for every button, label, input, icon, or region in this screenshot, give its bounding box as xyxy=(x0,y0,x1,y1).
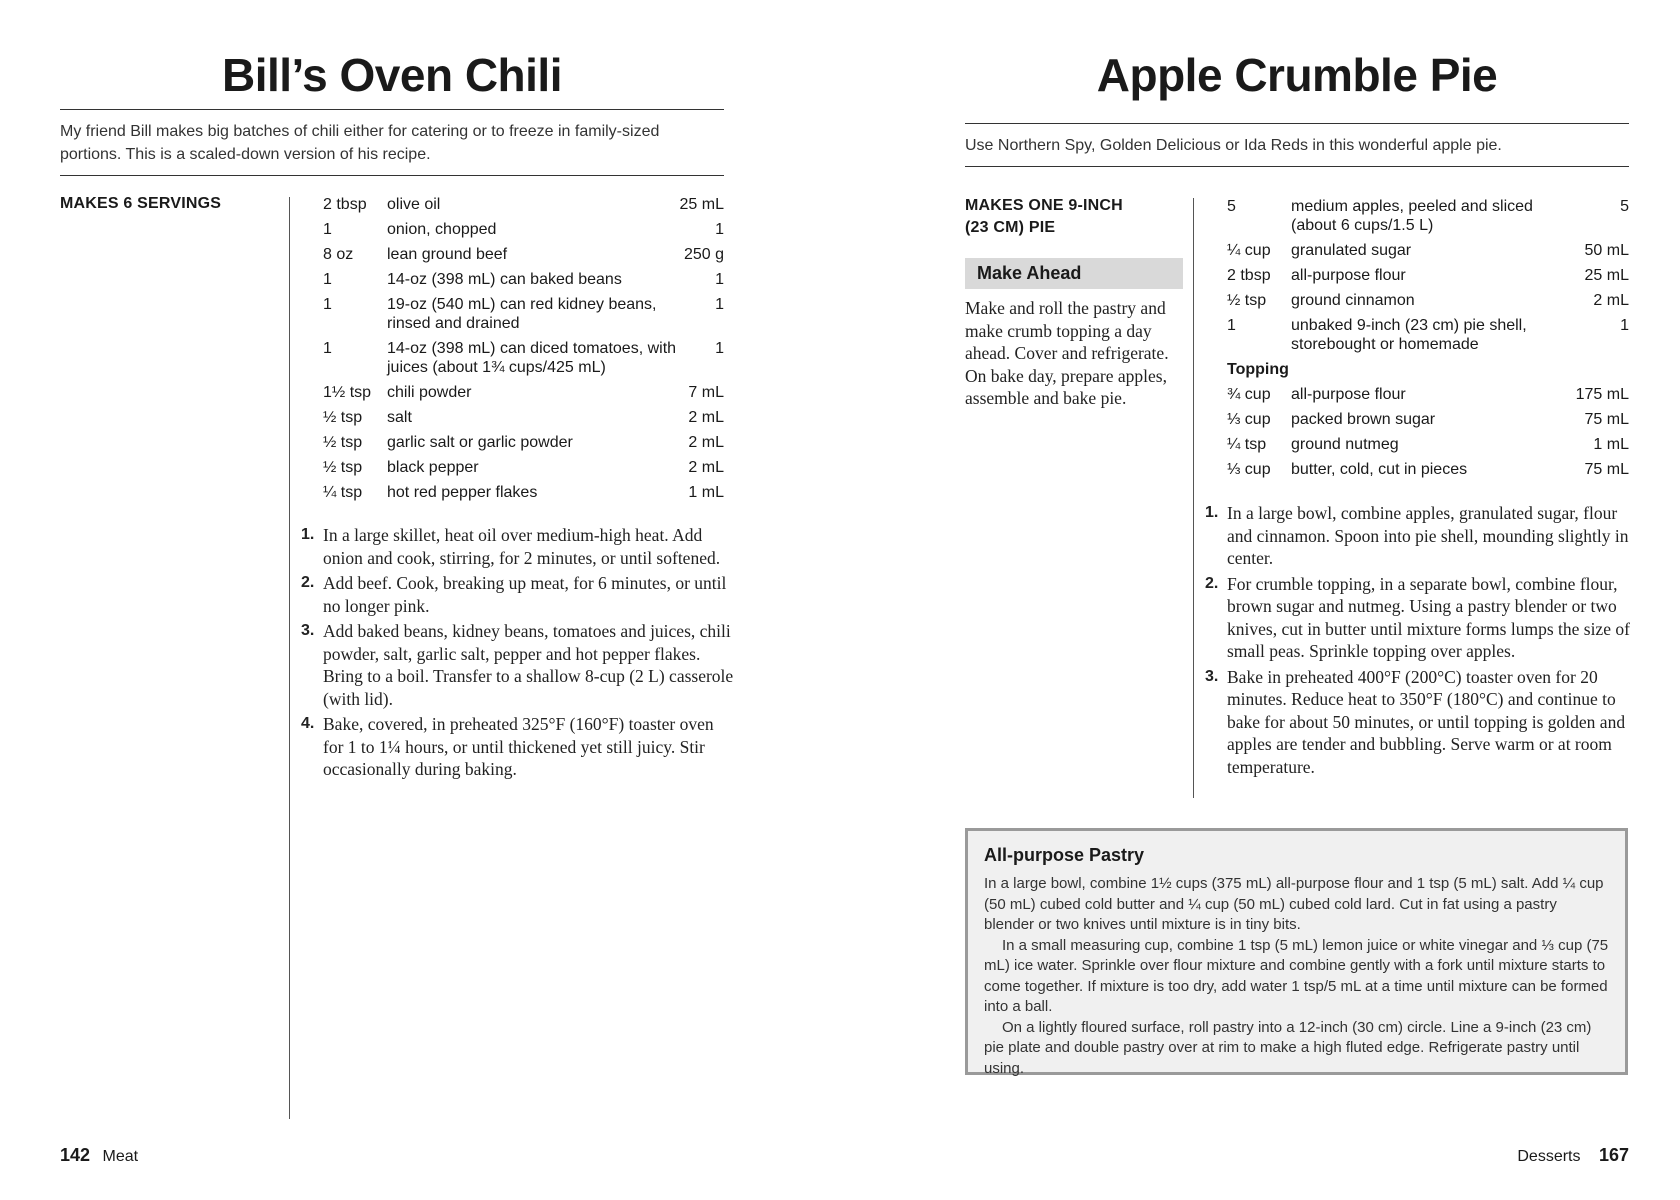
ingredient-name: lean ground beef xyxy=(387,246,508,263)
ingredient-row xyxy=(323,195,724,220)
ingredient-quantity: ½ tsp xyxy=(323,409,363,426)
step-text: Bake in preheated 400°F (200°C) toaster oven for 20 minutes. Reduce heat to 350°F (180°C) and continue to bake for about 50 minutes, or until topping is golden and apples are tender and bubbling. Serve warm or at room temperature. xyxy=(1227,666,1626,777)
step-number: 1. xyxy=(301,526,315,543)
ingredient-quantity: 1 xyxy=(323,221,332,238)
ingredient-quantity: ¼ tsp xyxy=(323,484,363,501)
ingredient-name: black pepper xyxy=(387,459,479,476)
section-name: Desserts xyxy=(1517,1148,1581,1165)
page-footer xyxy=(1517,1145,1629,1167)
method-step xyxy=(301,620,737,710)
ingredient-quantity: 8 oz xyxy=(323,246,354,263)
left-page xyxy=(60,0,734,1200)
ingredient-quantity: 1 xyxy=(323,296,332,313)
step-number: 4. xyxy=(301,715,315,732)
intro-rule xyxy=(60,175,724,176)
step-number: 1. xyxy=(1205,504,1219,521)
ingredient-row xyxy=(323,383,724,408)
column-divider xyxy=(289,197,290,1119)
recipe-title: Apple Crumble Pie xyxy=(1096,49,1498,101)
ingredient-metric: 1 mL xyxy=(688,484,724,501)
ingredient-row xyxy=(323,295,724,339)
intro-rule xyxy=(965,166,1629,167)
ingredient-name: chili powder xyxy=(387,384,472,401)
ingredient-row xyxy=(1227,385,1629,410)
ingredient-metric: 175 mL xyxy=(1575,386,1629,403)
page-footer xyxy=(60,1145,138,1167)
method-steps xyxy=(301,524,737,784)
make-ahead-heading: Make Ahead xyxy=(965,258,1183,289)
step-number: 2. xyxy=(1205,574,1219,592)
ingredient-metric: 75 mL xyxy=(1584,461,1629,478)
ingredient-metric: 1 xyxy=(715,340,724,357)
pastry-sidebar xyxy=(965,828,1628,1075)
ingredient-name: granulated sugar xyxy=(1291,242,1412,259)
ingredient-metric: 1 mL xyxy=(1593,436,1629,453)
ingredient-quantity: ¾ cup xyxy=(1227,386,1271,403)
ingredient-metric: 1 xyxy=(1620,317,1629,334)
ingredient-name: 19-oz (540 mL) can red kidney beans, rinsed and drained xyxy=(387,296,657,332)
ingredient-quantity: 2 tbsp xyxy=(323,196,367,213)
ingredient-row xyxy=(323,433,724,458)
ingredient-metric: 25 mL xyxy=(679,196,724,213)
step-number: 2. xyxy=(301,574,315,591)
ingredient-quantity: ½ tsp xyxy=(323,459,363,476)
yield-label: MAKES 6 SERVINGS xyxy=(60,195,222,212)
step-number: 3. xyxy=(1205,667,1219,685)
ingredient-row xyxy=(323,270,724,295)
method-step xyxy=(1205,502,1635,570)
step-text: Add beef. Cook, breaking up meat, for 6 minutes, or until no longer pink. xyxy=(323,573,727,616)
ingredient-row xyxy=(1227,435,1629,460)
ingredient-name: garlic salt or garlic powder xyxy=(387,434,573,451)
ingredient-row xyxy=(1227,197,1629,241)
ingredient-quantity: 1 xyxy=(323,271,332,288)
step-text: In a large bowl, combine apples, granulated sugar, flour and cinnamon. Spoon into pie shell, mounding slightly in center. xyxy=(1227,503,1629,568)
ingredient-metric: 2 mL xyxy=(1593,292,1629,309)
ingredient-row xyxy=(323,408,724,433)
method-step xyxy=(301,572,737,617)
ingredient-quantity: 1 xyxy=(323,340,332,357)
ingredient-row xyxy=(323,458,724,483)
topping-subheading: Topping xyxy=(1227,361,1289,378)
ingredient-name: salt xyxy=(387,409,412,426)
pastry-paragraph: In a large bowl, combine 1½ cups (375 mL) all-purpose flour and 1 tsp (5 mL) salt. Add ¼ cup (50 mL) cubed cold butter and ¼ cup (50 mL) cubed cold lard. Cut in fat using a pastry blender or two knives until mixture is in tiny bits. xyxy=(984,875,1604,933)
ingredient-name: olive oil xyxy=(387,196,441,213)
ingredient-name: medium apples, peeled and sliced (about 6 cups/1.5 L) xyxy=(1291,198,1533,234)
ingredient-metric: 1 xyxy=(715,296,724,313)
ingredient-row xyxy=(1227,291,1629,316)
yield-line-1: MAKES ONE 9-INCH xyxy=(965,197,1123,214)
ingredient-metric: 75 mL xyxy=(1584,411,1629,428)
pastry-title: All-purpose Pastry xyxy=(984,845,1145,865)
right-page xyxy=(965,0,1629,1200)
section-name: Meat xyxy=(102,1148,139,1165)
ingredient-metric: 2 mL xyxy=(688,459,724,476)
ingredient-metric: 25 mL xyxy=(1584,267,1629,284)
ingredient-metric: 250 g xyxy=(683,246,724,263)
method-step xyxy=(301,713,737,781)
ingredient-name: ground cinnamon xyxy=(1291,292,1415,309)
ingredient-quantity: 2 tbsp xyxy=(1227,267,1271,284)
ingredient-row xyxy=(1227,410,1629,435)
ingredient-name: butter, cold, cut in pieces xyxy=(1291,461,1468,478)
ingredient-quantity: 1 xyxy=(1227,317,1236,334)
ingredient-row xyxy=(323,220,724,245)
ingredient-name: unbaked 9-inch (23 cm) pie shell, storebought or homemade xyxy=(1291,317,1527,353)
method-steps xyxy=(1205,502,1635,781)
step-number: 3. xyxy=(301,622,315,639)
step-text: For crumble topping, in a separate bowl, combine flour, brown sugar and nutmeg. Using a pastry blender or two knives, cut in butter until mixture forms lumps the size of small peas. Sprinkle topping over apples. xyxy=(1227,573,1630,661)
ingredient-name: onion, chopped xyxy=(387,221,497,238)
yield-line-2: (23 CM) PIE xyxy=(965,219,1056,236)
ingredient-list xyxy=(323,195,724,508)
ingredient-row xyxy=(323,339,724,383)
recipe-title: Bill’s Oven Chili xyxy=(222,49,562,101)
make-ahead-text: Make and roll the pastry and make crumb topping a day ahead. Cover and refrigerate. On bake day, prepare apples, assemble and bake pie. xyxy=(965,298,1169,408)
yield-label xyxy=(965,195,1123,239)
page-number: 167 xyxy=(1598,1145,1629,1165)
ingredient-name: hot red pepper flakes xyxy=(387,484,538,501)
ingredient-row xyxy=(1227,460,1629,485)
ingredient-quantity: ½ tsp xyxy=(323,434,363,451)
ingredient-name: 14-oz (398 mL) can baked beans xyxy=(387,271,622,288)
ingredient-row xyxy=(1227,316,1629,360)
step-text: Bake, covered, in preheated 325°F (160°F) toaster oven for 1 to 1¼ hours, or until thickened yet still juicy. Stir occasionally during baking. xyxy=(323,714,714,779)
ingredient-name: ground nutmeg xyxy=(1291,436,1399,453)
ingredient-metric: 2 mL xyxy=(688,409,724,426)
ingredient-metric: 1 xyxy=(715,271,724,288)
ingredient-name: all-purpose flour xyxy=(1291,386,1406,403)
ingredient-row xyxy=(1227,241,1629,266)
ingredient-metric: 50 mL xyxy=(1584,242,1629,259)
ingredient-metric: 2 mL xyxy=(688,434,724,451)
ingredient-subheading-row xyxy=(1227,360,1629,385)
ingredient-name: packed brown sugar xyxy=(1291,411,1436,428)
ingredient-quantity: 1½ tsp xyxy=(323,384,372,401)
ingredient-metric: 7 mL xyxy=(688,384,724,401)
ingredient-name: 14-oz (398 mL) can diced tomatoes, with juices (about 1¾ cups/425 mL) xyxy=(387,340,677,376)
ingredient-quantity: 5 xyxy=(1227,198,1236,215)
ingredient-metric: 1 xyxy=(715,221,724,238)
ingredient-row xyxy=(323,483,724,508)
ingredient-quantity: ⅓ cup xyxy=(1227,461,1271,478)
pastry-paragraph: On a lightly floured surface, roll pastry into a 12-inch (30 cm) circle. Line a 9-inch (23 cm) pie plate and double pastry over at rim to make a high fluted edge. Refrigerate pastry until using. xyxy=(984,1018,1592,1077)
ingredient-quantity: ⅓ cup xyxy=(1227,411,1271,428)
recipe-intro: My friend Bill makes big batches of chili either for catering or to freeze in family-sized portions. This is a scaled-down version of his recipe. xyxy=(60,123,660,163)
step-text: Add baked beans, kidney beans, tomatoes and juices, chili powder, salt, garlic salt, pepper and hot pepper flakes. Bring to a boil. Transfer to a shallow 8-cup (2 L) casserole (with lid). xyxy=(323,621,734,709)
ingredient-row xyxy=(323,245,724,270)
ingredient-name: all-purpose flour xyxy=(1291,267,1406,284)
ingredient-row xyxy=(1227,266,1629,291)
page-number: 142 xyxy=(60,1145,91,1165)
step-text: In a large skillet, heat oil over medium-high heat. Add onion and cook, stirring, for 2 minutes, or until softened. xyxy=(323,525,721,568)
title-rule xyxy=(60,109,724,110)
ingredient-quantity: ½ tsp xyxy=(1227,292,1267,309)
pastry-paragraph: In a small measuring cup, combine 1 tsp (5 mL) lemon juice or white vinegar and ⅓ cup (75 mL) ice water. Sprinkle over flour mixture and combine gently with a fork until mixture starts to come together. If mixture is too dry, add water 1 tsp/5 mL at a time until mixture can be formed into a ball. xyxy=(984,936,1609,1015)
method-step xyxy=(301,524,737,569)
column-divider xyxy=(1193,198,1194,798)
ingredient-list xyxy=(1227,197,1629,485)
recipe-intro: Use Northern Spy, Golden Delicious or Ida Reds in this wonderful apple pie. xyxy=(965,137,1502,154)
ingredient-quantity: ¼ tsp xyxy=(1227,436,1267,453)
method-step xyxy=(1205,666,1635,779)
title-rule xyxy=(965,123,1629,124)
ingredient-quantity: ¼ cup xyxy=(1227,242,1271,259)
method-step xyxy=(1205,573,1635,663)
ingredient-metric: 5 xyxy=(1620,198,1629,215)
